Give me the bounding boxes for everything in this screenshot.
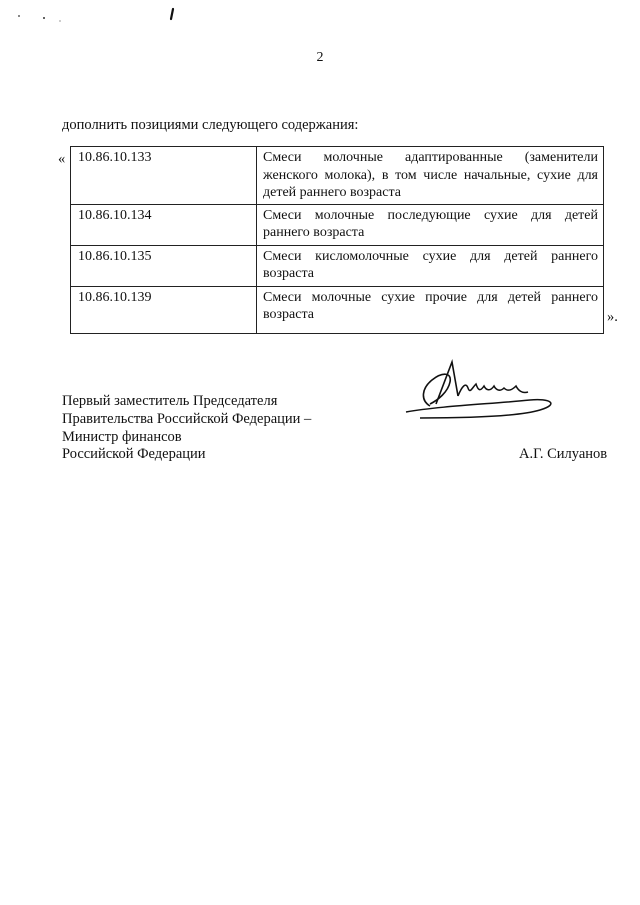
table-row [71,147,604,205]
speck [59,20,60,21]
code-cell: 10.86.10.139 [71,286,257,333]
description-cell: Смеси молочные сухие прочие для детей раннего возраста [257,286,604,333]
codes-table [70,146,604,334]
opening-quote: « [58,151,66,167]
signer-name: А.Г. Силуанов [519,446,608,462]
handwritten-signature [400,348,580,428]
code-cell: 10.86.10.133 [71,147,257,205]
table-row [71,204,604,245]
signatory-line: Первый заместитель Председателя [62,393,278,409]
code-cell: 10.86.10.135 [71,245,257,286]
speck [18,15,20,17]
code-cell: 10.86.10.134 [71,204,257,245]
speck [171,9,173,19]
page-number: 2 [316,50,324,65]
description-cell: Смеси молочные последующие сухие для детей раннего возраста [257,204,604,245]
signatory-title [62,393,311,464]
signatory-line: Министр финансов [62,428,182,445]
description-cell: Смеси молочные адаптированные (заменители женского молока), в том числе начальные, сухие для детей раннего возраста [257,147,604,205]
scan-specks [0,0,200,40]
description-cell: Смеси кисломолочные сухие для детей раннего возраста [257,245,604,286]
table-row [71,245,604,286]
speck [43,17,45,19]
intro-text: дополнить позициями следующего содержания: [62,117,359,133]
signatory-line: Российской Федерации [62,446,206,463]
table-row [71,286,604,333]
closing-quote: ». [607,309,618,325]
signatory-line: Правительства Российской Федерации – [62,410,312,427]
